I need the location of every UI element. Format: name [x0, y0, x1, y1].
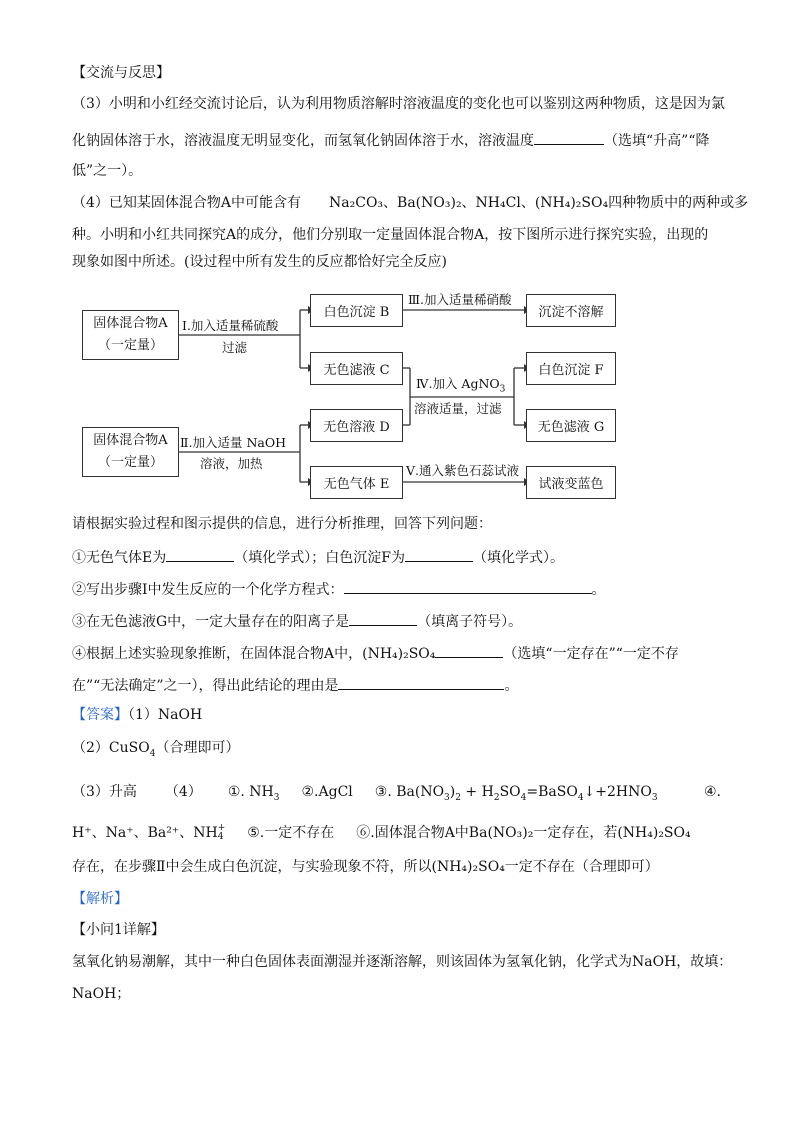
answer-4-1: ①. NH	[227, 784, 274, 800]
answer-2-text: （2）CuSO	[72, 740, 150, 756]
start-box-1-line2: （一定量）	[97, 338, 163, 353]
answer-4-1-sub: 3	[273, 792, 280, 803]
eq-part-5: =BaSO	[526, 784, 578, 800]
eq-sub-6: 3	[651, 792, 658, 803]
sub4-text-b: （选填“一定存在”“一定不存	[503, 646, 679, 662]
step4-label	[416, 376, 506, 395]
box-colorless-solution-d: 无色溶液 D	[310, 409, 403, 442]
step3-label: Ⅲ.加入适量稀硝酸	[408, 292, 512, 307]
equation-blank[interactable]	[344, 579, 592, 594]
answer-line-4	[72, 824, 691, 842]
answer-line-5: 存在，在步骤Ⅱ中会生成白色沉淀，与实验现象不符，所以(NH₄)₂SO₄一定不存在（合理即可）	[72, 859, 659, 875]
step2-label-2: 溶液，加热	[200, 456, 263, 471]
detail-line-2: NaOH；	[72, 986, 131, 1002]
q4-line3: 现象如图中所述。(设过程中所有发生的反应都恰好完全反应)	[72, 254, 447, 270]
q3-line2-text: 化钠固体溶于水，溶液温度无明显变化，而氢氧化钠固体溶于水，溶液温度	[72, 133, 534, 149]
box-colorless-filtrate-g: 无色滤液 G	[526, 409, 616, 442]
box-colorless-gas-e: 无色气体 E	[310, 466, 403, 499]
precipitate-f-blank[interactable]	[405, 547, 473, 562]
step4-label-sub: 3	[499, 384, 506, 395]
sub-question-4-line2	[72, 675, 518, 695]
step4-label-2: 溶液适量，过滤	[414, 401, 502, 416]
step5-label: Ⅴ.通入紫色石蕊试液	[406, 463, 520, 478]
sub-question-3	[72, 611, 522, 631]
cation-blank[interactable]	[349, 611, 417, 626]
sub-question-4	[72, 643, 679, 663]
eq-sub-1: 3	[444, 792, 450, 803]
q4-line2: 种。小明和小红共同探究A的成分，他们分别取一定量固体混合物A，按下图所示进行探究实验，出现的	[72, 227, 709, 243]
sub1-text-c: （填化学式）。	[472, 550, 564, 566]
start-box-1	[82, 310, 179, 360]
eq-sub-2: 2	[455, 792, 461, 803]
box-precipitate-insoluble: 沉淀不溶解	[526, 294, 616, 327]
answer-2-note: （合理即可）	[155, 740, 240, 756]
eq-part-6: ↓+2HNO	[583, 784, 652, 800]
nh4-script	[218, 824, 226, 842]
answer-4-6: ⑥.固体混合物A中Ba(NO₃)₂一定存在，若(NH₄)₂SO₄	[356, 825, 691, 841]
answer-ions: H⁺、Na⁺、Ba²⁺、NH	[72, 825, 218, 841]
step1-label-2: 过滤	[222, 340, 248, 355]
start-box-2-line1: 固体混合物A	[93, 433, 168, 448]
sub3-text-a: ③在无色滤液G中，一定大量存在的阳离子是	[72, 614, 350, 630]
start-box-1-line1: 固体混合物A	[93, 316, 168, 331]
reason-blank[interactable]	[338, 675, 504, 690]
answer-3a: （3）升高	[72, 784, 137, 800]
sub4-text-a: ④根据上述实验现象推断，在固体混合物A中，(NH₄)₂SO₄	[72, 646, 436, 662]
q4-line1-text: （4）已知某固体混合物A中可能含有	[72, 195, 302, 211]
answer-4-5: ⑤.一定不存在	[247, 825, 335, 841]
sub2-text-a: ②写出步骤Ⅰ中发生反应的一个化学方程式：	[72, 582, 344, 598]
answer-2-sub: 4	[149, 748, 156, 759]
sub2-text-b: 。	[591, 582, 606, 598]
answer-4-3-equation	[374, 784, 658, 803]
sub-question-1	[72, 547, 564, 567]
eq-sub-5: 4	[577, 792, 584, 803]
nh4-sub: 4	[217, 832, 224, 842]
eq-part-3: + H	[460, 784, 494, 800]
q3-line1: （3）小明和小红经交流讨论后，认为利用物质溶解时溶液温度的变化也可以鉴别这两种物质，这是因为氯	[72, 96, 725, 112]
answer-line-2	[72, 739, 239, 757]
section-exchange-heading: 【交流与反思】	[72, 65, 170, 81]
box-white-precipitate-f: 白色沉淀 F	[526, 352, 616, 385]
existence-blank[interactable]	[435, 643, 503, 658]
q3-line3: 低”之一）。	[72, 163, 143, 179]
eq-part-2: )	[449, 784, 456, 800]
q4-substances: Na₂CO₃、Ba(NO₃)₂、NH₄Cl、(NH₄)₂SO₄四种物质中的两种或多	[329, 195, 749, 211]
box-white-precipitate-b: 白色沉淀 B	[310, 294, 403, 327]
start-box-2-line2: （一定量）	[97, 455, 163, 470]
start-box-2	[82, 427, 179, 477]
prompt-line: 请根据实验过程和图示提供的信息，进行分析推理，回答下列问题：	[72, 516, 492, 532]
step4-label-text: Ⅳ.加入 AgNO	[416, 376, 500, 391]
sub3-text-b: （填离子符号）。	[417, 614, 523, 630]
answer-4-4-label: ④.	[704, 784, 722, 800]
nh4-sup: +	[217, 823, 226, 833]
sub4-text-c: 在”“无法确定”之一），得出此结论的理由是	[72, 678, 339, 694]
box-solution-turns-blue: 试液变蓝色	[526, 466, 616, 499]
answer-1: （1）NaOH	[128, 707, 203, 723]
answer-4-2: ②.AgCl	[301, 784, 353, 800]
sub1-text-a: ①无色气体E为	[72, 550, 167, 566]
analysis-label: 【解析】	[72, 891, 128, 907]
eq-part-4: SO	[499, 784, 521, 800]
answer-line-1	[72, 706, 202, 724]
q3-line2-options: （选填“升高”“降	[604, 133, 710, 149]
sub-question-2	[72, 579, 606, 599]
step2-label: Ⅱ.加入适量 NaOH	[180, 435, 286, 450]
detail-line-1: 氢氧化钠易潮解，其中一种白色固体表面潮湿并逐渐溶解，则该固体为氢氧化钠，化学式为NaOH，故填：	[72, 954, 733, 970]
eq-sub-3: 2	[493, 792, 500, 803]
sub1-text-b: （填化学式）；白色沉淀F为	[234, 550, 405, 566]
gas-e-blank[interactable]	[166, 547, 234, 562]
eq-part-1: ③. Ba(NO	[374, 784, 445, 800]
answer-line-3	[72, 783, 722, 801]
eq-sub-4: 4	[520, 792, 527, 803]
step1-label: Ⅰ.加入适量稀硫酸	[182, 318, 279, 333]
box-colorless-filtrate-c: 无色滤液 C	[310, 352, 403, 385]
sub4-text-d: 。	[504, 678, 519, 694]
answer-4-label: （4）	[164, 784, 202, 800]
sub-q1-detail-heading: 【小问1详解】	[72, 922, 165, 938]
answer-label: 【答案】	[72, 707, 128, 723]
